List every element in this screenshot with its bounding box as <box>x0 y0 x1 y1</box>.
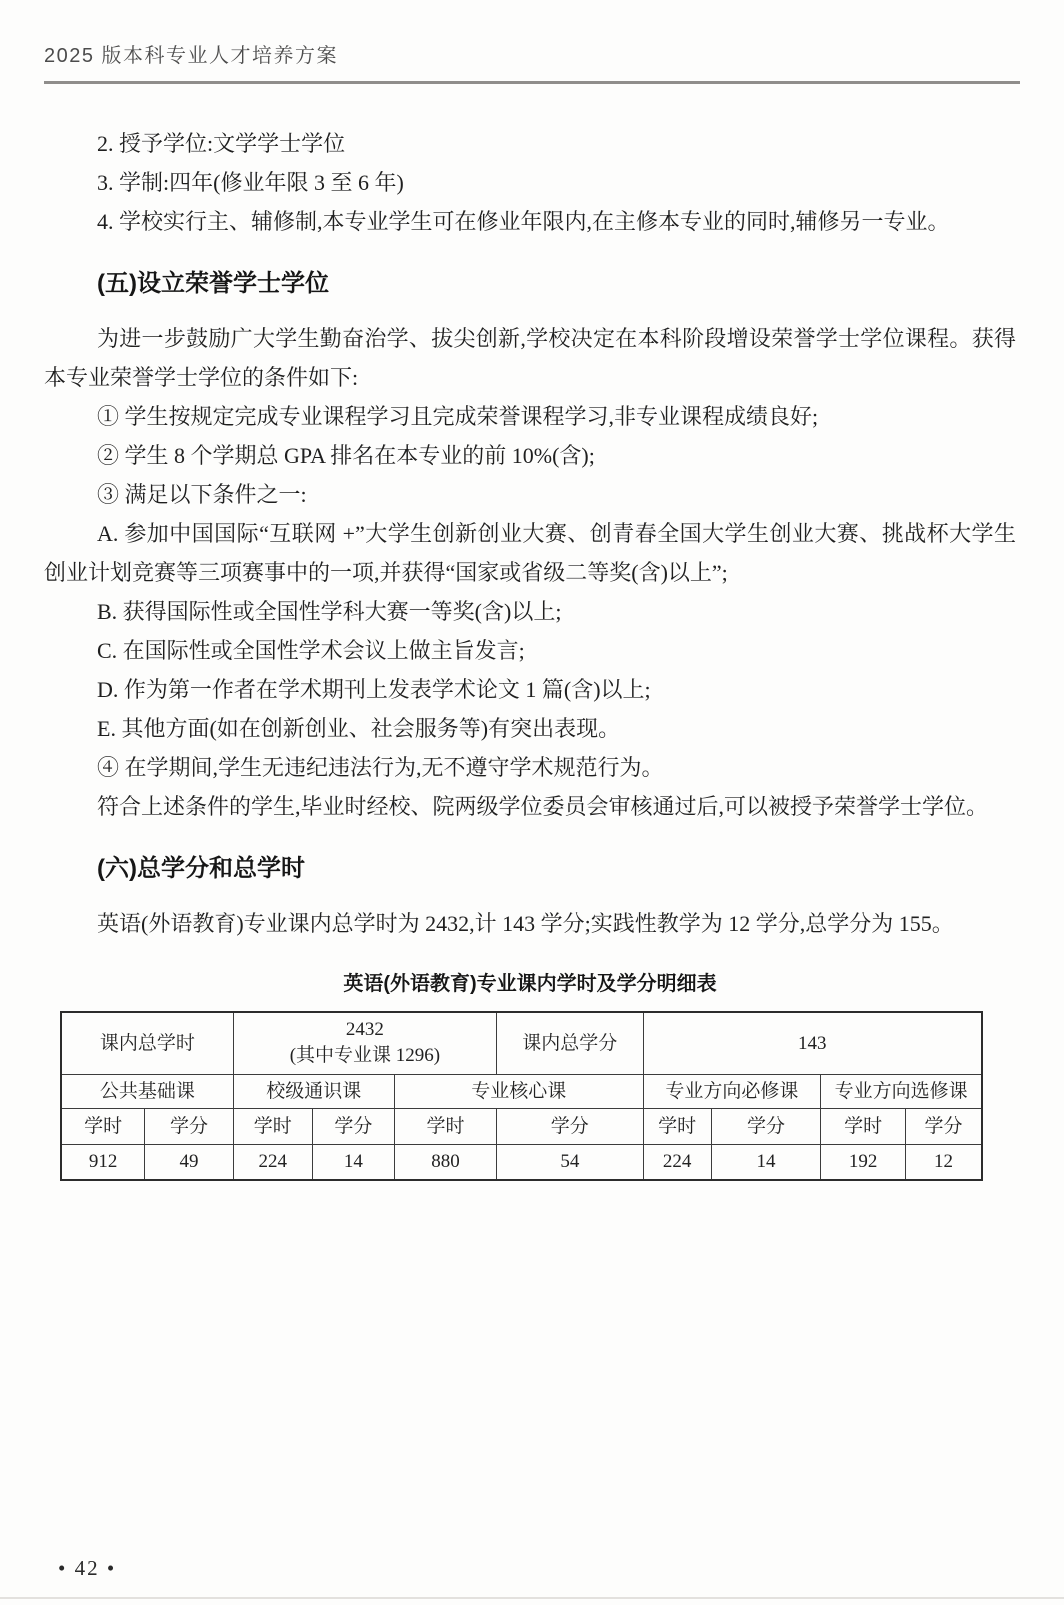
section6-heading: (六)总学分和总学时 <box>97 855 305 882</box>
page-bottom-edge <box>0 1597 1064 1599</box>
section5-intro: 为进一步鼓励广大学生勤奋治学、拔尖创新,学校决定在本科阶段增设荣誉学士学位课程。获得本专业荣誉学士学位的条件如下: <box>44 326 1016 390</box>
subheader-credits: 学分 <box>312 1108 394 1144</box>
value-cell: 12 <box>905 1144 982 1180</box>
condition-item-b: B. 获得国际性或全国性学科大赛一等奖(含)以上; <box>97 599 562 624</box>
category-cell-elective: 专业方向选修课 <box>821 1074 982 1108</box>
subheader-credits: 学分 <box>145 1108 233 1144</box>
category-cell-required: 专业方向必修课 <box>643 1074 821 1108</box>
numbered-item-duration: 3. 学制:四年(修业年限 3 至 6 年) <box>97 170 404 195</box>
category-cell-general: 校级通识课 <box>233 1074 394 1108</box>
subheader-hours: 学时 <box>394 1108 496 1144</box>
subheader-credits: 学分 <box>711 1108 821 1144</box>
section5-closing: 符合上述条件的学生,毕业时经校、院两级学位委员会审核通过后,可以被授予荣誉学士学位。 <box>97 794 989 819</box>
condition-item-a: A. 参加中国国际“互联网 +”大学生创新创业大赛、创青春全国大学生创业大赛、挑战杯大学生创业计划竞赛等三项赛事中的一项,并获得“国家或省级二等奖(含)以上”; <box>44 521 1016 585</box>
subheader-hours: 学时 <box>643 1108 711 1144</box>
condition-item-1: ① 学生按规定完成专业课程学习且完成荣誉课程学习,非专业课程成绩良好; <box>97 404 819 429</box>
subheader-hours: 学时 <box>233 1108 312 1144</box>
table-title: 英语(外语教育)专业课内学时及学分明细表 <box>343 973 717 995</box>
numbered-item-minor: 4. 学校实行主、辅修制,本专业学生可在修业年限内,在主修本专业的同时,辅修另一专业。 <box>97 209 950 234</box>
value-cell: 880 <box>394 1144 496 1180</box>
value-cell: 912 <box>61 1144 145 1180</box>
numbered-item-degree: 2. 授予学位:文学学士学位 <box>97 131 346 156</box>
document-body <box>0 124 1064 1181</box>
running-header-title: 2025 版本科专业人才培养方案 <box>44 45 339 67</box>
table-row-subheaders <box>61 1108 982 1144</box>
table-row-values <box>61 1144 982 1180</box>
subheader-credits: 学分 <box>905 1108 982 1144</box>
total-hours-note: (其中专业课 1296) <box>289 1045 441 1067</box>
condition-item-c: C. 在国际性或全国性学术会议上做主旨发言; <box>97 638 525 663</box>
total-hours-value-cell <box>233 1012 496 1074</box>
condition-item-d: D. 作为第一作者在学术期刊上发表学术论文 1 篇(含)以上; <box>97 677 651 702</box>
value-cell: 49 <box>145 1144 233 1180</box>
category-cell-core: 专业核心课 <box>394 1074 643 1108</box>
value-cell: 192 <box>821 1144 906 1180</box>
total-credits-label-cell: 课内总学分 <box>497 1012 643 1074</box>
header-rule <box>44 81 1020 84</box>
page-header <box>0 0 1064 84</box>
total-hours-label-cell: 课内总学时 <box>61 1012 233 1074</box>
section6-paragraph: 英语(外语教育)专业课内总学时为 2432,计 143 学分;实践性教学为 12 学分,总学分为 155。 <box>97 911 954 936</box>
page-number: • 42 • <box>58 1556 117 1580</box>
section5-heading: (五)设立荣誉学士学位 <box>97 270 329 297</box>
credits-hours-table <box>60 1011 983 1181</box>
condition-item-2: ② 学生 8 个学期总 GPA 排名在本专业的前 10%(含); <box>97 443 595 468</box>
table-row-summary <box>61 1012 982 1074</box>
value-cell: 14 <box>711 1144 821 1180</box>
value-cell: 14 <box>312 1144 394 1180</box>
value-cell: 54 <box>497 1144 643 1180</box>
condition-item-4: ④ 在学期间,学生无违纪违法行为,无不遵守学术规范行为。 <box>97 755 664 780</box>
condition-item-3: ③ 满足以下条件之一: <box>97 482 307 507</box>
table-row-categories <box>61 1074 982 1108</box>
subheader-hours: 学时 <box>821 1108 906 1144</box>
value-cell: 224 <box>233 1144 312 1180</box>
condition-item-e: E. 其他方面(如在创新创业、社会服务等)有突出表现。 <box>97 716 621 741</box>
category-cell-public-basic: 公共基础课 <box>61 1074 233 1108</box>
subheader-credits: 学分 <box>497 1108 643 1144</box>
total-hours-value: 2432 <box>345 1019 384 1041</box>
total-credits-value-cell: 143 <box>643 1012 982 1074</box>
value-cell: 224 <box>643 1144 711 1180</box>
subheader-hours: 学时 <box>61 1108 145 1144</box>
